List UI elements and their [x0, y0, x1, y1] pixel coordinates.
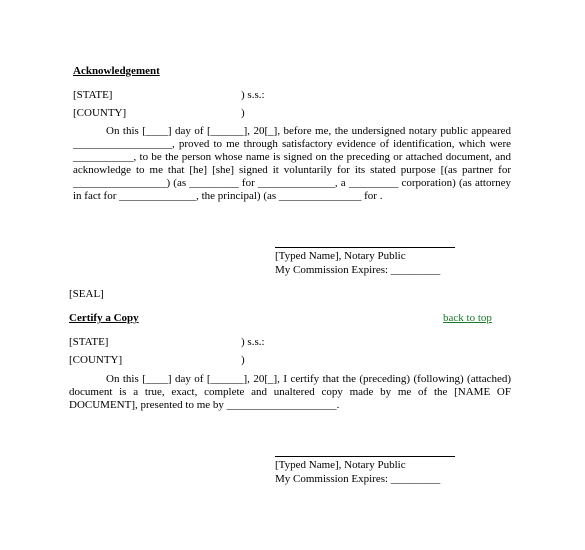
back-to-top-link[interactable]: back to top [443, 312, 492, 324]
cert-county-paren: ) [241, 354, 245, 366]
ack-state-label: [STATE] [73, 89, 113, 101]
cert-commission: My Commission Expires: _________ [275, 473, 441, 485]
cert-state-label: [STATE] [69, 336, 109, 348]
cert-typed-name: [Typed Name], Notary Public [275, 459, 406, 471]
ack-county-paren: ) [241, 107, 245, 119]
acknowledgement-heading: Acknowledgement [73, 65, 160, 77]
cert-state-ss: ) s.s.: [241, 336, 265, 348]
ack-signature-line [275, 247, 455, 248]
cert-paragraph: On this [____] day of [______], 20[_], I certify that the (preceding) (following) (attached) document is a true, exact, complete and unaltered copy made by me of the [NAME OF DOCUMENT], presented to me by ____________________. [69, 373, 511, 411]
certify-heading: Certify a Copy [69, 312, 139, 324]
cert-county-label: [COUNTY] [69, 354, 123, 366]
ack-commission: My Commission Expires: _________ [275, 264, 441, 276]
ack-paragraph: On this [____] day of [______], 20[_], before me, the undersigned notary public appeared __________________, proved to me through satisfactory evidence of identification, which were ___________, to be the person whose name is signed on the preceding or attached document, and acknowledge to me that [he] [she] signed it voluntarily for its stated purpose [(as partner for _________________) (as _________ for ______________, a _________ corporation) (as attorney in fact for ______________, the principal) (as _______________ for . [73, 125, 511, 202]
ack-typed-name: [Typed Name], Notary Public [275, 250, 406, 262]
cert-signature-line [275, 456, 455, 457]
ack-county-label: [COUNTY] [73, 107, 127, 119]
seal-placeholder: [SEAL] [69, 288, 104, 300]
ack-state-ss: ) s.s.: [241, 89, 265, 101]
